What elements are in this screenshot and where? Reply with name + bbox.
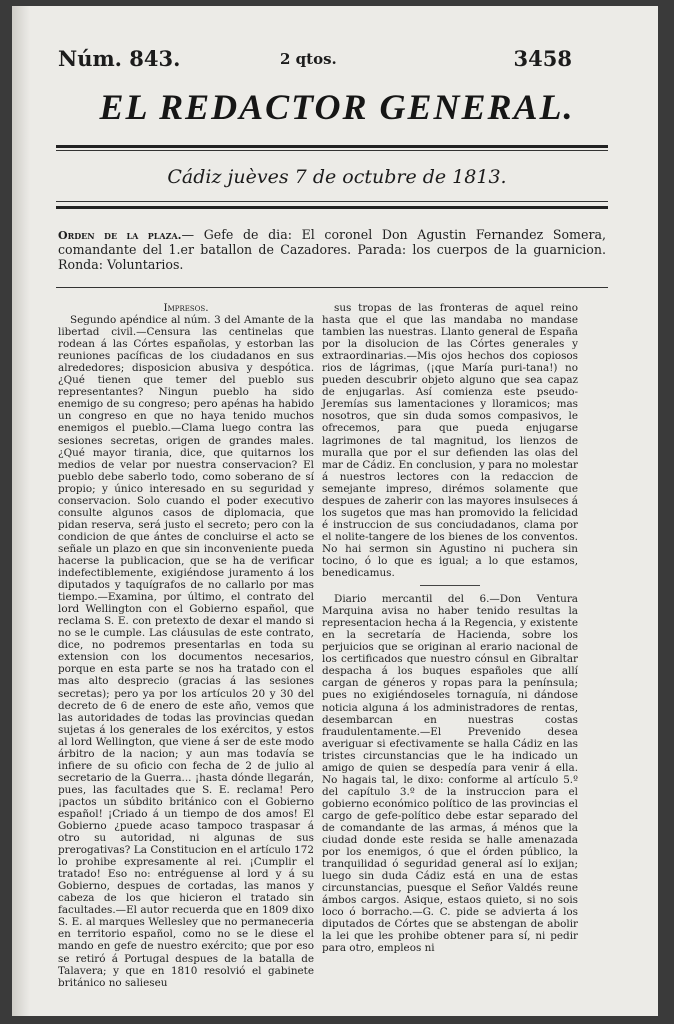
dateline-rule (56, 206, 608, 209)
issue-price: 2 qtos. (280, 50, 337, 68)
section-title: Impresos. (163, 302, 209, 314)
section-rule (56, 287, 608, 288)
dateline: Cádiz juèves 7 de octubre de 1813. (167, 166, 507, 188)
right-column-text-2: Diario mercantil del 6.—Don Ventura Marquina avisa no haber tenido resultas la representacion hecha á la Regencia, y existente en la secretaría de Hacienda, sobre los perjuicios que se originan al erario nacional de los certificados que nuestro cónsul en Gibraltar despacha á los buques españoles que allí cargan de géneros y ropas para la península; pues no exigiéndoseles tornaguía, ni dándose noticia alguna á los administradores de rentas, desembarcan en nuestras costas fraudulentamente.—El Prevenido desea averiguar si efectivamente se halla Cádiz en las tristes circunstancias que le ha indicado un amigo de quien se despedía para venir á ella. No hagais tal, le dixo: conforme al artículo 5.º del capítulo 3.º de la instruccion para el gobierno económico político de las provincias el cargo de gefe-político debe estar separado del de comandante de las armas, á ménos que la ciudad donde este resida se halle amenazada por los enemigos, ó que el órden público, la tranquilidad ó seguridad general así lo exijan; luego sin duda Cádiz está en una de estas circunstancias, puesque el Señor Valdés reune ámbos cargos. Asique, estaos quieto, si no sois loco ó borracho.—G. C. pide se advierta á los diputados de Córtes que se abstengan de abolir la lei que les prohibe obtener para sí, ni pedir para otro, empleos ni (322, 593, 578, 955)
left-column (58, 302, 314, 989)
orden-text: — Gefe de dia: El coronel Don Agustin Fernandez Somera, comandante del 1.er batallon de Cazadores. Parada: los cuerpos de la guarnicion. Ronda: Voluntarios. (58, 227, 606, 272)
left-column-text: Segundo apéndice al núm. 3 del Amante de la libertad civil.—Censura las centinelas que rodean á las Córtes españolas, y estorban las reuniones pacíficas de los ciudadanos en sus alrededores; disposicion abusiva y despótica. ¿Qué tienen que temer del pueblo sus representantes? Ningun pueblo ha sido enemigo de su congreso; pero apénas ha habido un congreso en que no haya tenido muchos enemigos el pueblo.—Clama luego contra las sesiones secretas, origen de grandes males. ¿Qué mayor tirania, dice, que quitarnos los medios de velar por nuestra conservacion? El pueblo debe saberlo todo, como soberano de sí propio; y único interesado en su seguridad y conservacion. Solo cuando el poder executivo consulte algunos casos de diplomacia, que pidan reserva, será justo el secreto; pero con la condicion de que ántes de concluirse el acto se señale un plazo en que sin inconveniente pueda hacerse la publicacion, que se ha de verificar indefectiblemente, exigiéndose juramento á los diputados y taquígrafos de no callarlo por mas tiempo.—Examina, por último, el contrato del lord Wellington con el Gobierno español, que reclama S. E. con pretexto de dexar el mando si no se le cumple. Las cláusulas de este contrato, dice, no podremos presentarlas en toda su extension con los documentos necesarios, porque en esta parte se nos ha tratado con el mas alto desprecio (gracias á las sesiones secretas); pero ya por los artículos 20 y 30 del decreto de 6 de enero de este año, vemos que las autoridades de todas las provincias quedan sujetas á los generales de los exércitos, y estos al lord Wellington, que viene á ser de este modo árbitro de la nacion; y aun mas todavía se infiere de su oficio con fecha de 2 de julio al secretario de la Guerra... ¡hasta dónde llegarán, pues, las facultades que S. E. reclama! Pero ¡pactos un súbdito británico con el Gobierno español! ¡Criado á un tiempo de dos amos! El Gobierno ¿puede acaso tampoco traspasar á otro su autoridad, ni algunas de sus prerogativas? La Constitucion en el artículo 172 lo prohibe expresamente al rei. ¡Cumplir el tratado! Eso no: entréguense al lord y á su Gobierno, despues de cortadas, las manos y cabeza de los que hicieron el tratado sin facultades.—El autor recuerda que en 1809 dixo S. E. al marques Wellesley que no permaneceria en territorio español, como no se le diese el mando en gefe de nuestro exército; que por eso se retiró á Portugal despues de la batalla de Talavera; y que en 1810 resolvió el gabinete británico no salieseu (58, 314, 314, 989)
article-separator (420, 585, 480, 586)
newspaper-page (12, 6, 658, 1016)
orden-de-la-plaza (58, 228, 606, 272)
page-folio: 3458 (513, 46, 572, 71)
orden-label: Orden de la plaza. (58, 229, 182, 242)
masthead-rule-thin (56, 150, 608, 151)
binding-shadow (12, 6, 30, 1016)
right-column-text-1: sus tropas de las fronteras de aquel reino hasta que el que las mandaba no mandase tambien las nuestras. Llanto general de España por la disolucion de las Córtes generales y extraordinarias.—Mis ojos hechos dos copiosos rios de lágrimas, (¡que María puri-tana!) no pueden descubrir objeto alguno que sea capaz de enjugarlas. Así comienza este pseudo-Jeremías sus lamentaciones y lloramicos; mas nosotros, que sin duda somos compasivos, le ofrecemos, para que pueda enjugarse lagrimones de tal magnitud, los lienzos de muralla que por el sur defienden las olas del mar de Cádiz. En conclusion, y para no molestar á nuestros lectores con la redaccion de semejante impreso, dirémos solamente que despues de zaherir con las mayores insulseces á los sugetos que mas han promovido la felicidad é instruccion de sus conciudadanos, clama por el nolite-tangere de los bienes de los conventos. No hai sermon sin Agustino ni puchera sin tocino, ó lo que es igual; a lo que estamos, benedicamus. (322, 302, 578, 580)
issue-number: Núm. 843. (58, 46, 181, 71)
right-column (322, 302, 578, 955)
dateline-rule-thin (56, 201, 608, 202)
masthead-rule (56, 145, 608, 148)
masthead-title: EL REDACTOR GENERAL. (99, 87, 575, 127)
